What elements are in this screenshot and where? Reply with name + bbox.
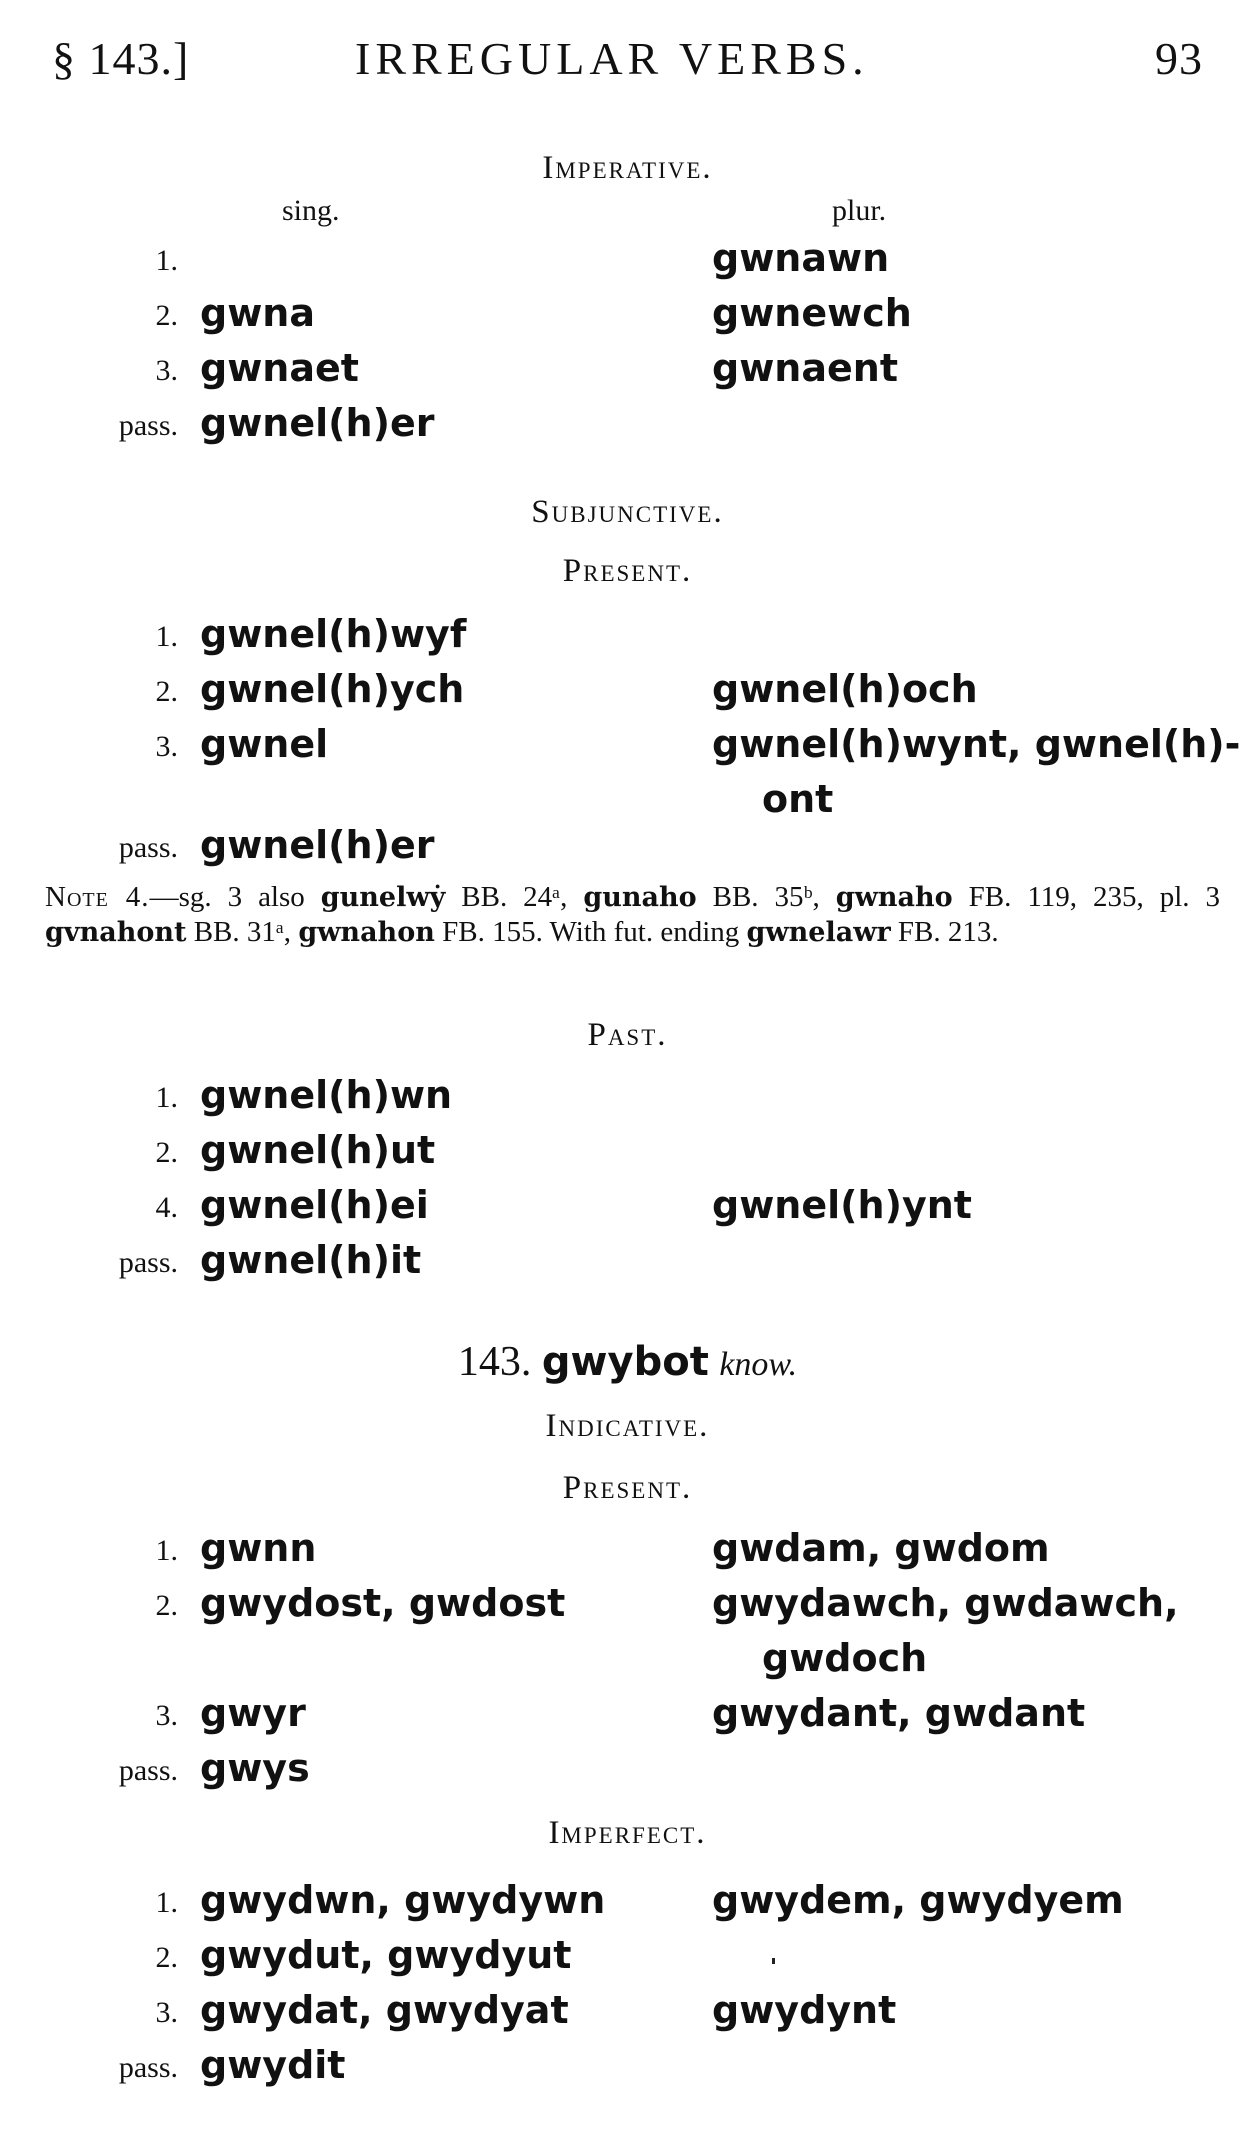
person-label: 1. (155, 1081, 178, 1114)
present-heading: Present. (562, 553, 693, 589)
past-heading: Past. (587, 1017, 668, 1053)
person-label: 1. (155, 620, 178, 653)
person-label: 2. (155, 1941, 178, 1974)
paradigm-row (0, 1746, 1255, 1796)
plural-form: gwydant, gwdant (712, 1691, 1086, 1735)
person-label: pass. (118, 409, 178, 442)
gloss: know. (719, 1346, 798, 1383)
note-4 (45, 880, 1220, 950)
sing-column-label: sing. (282, 194, 340, 227)
person-label: 3. (155, 354, 178, 387)
singular-form: gwnel(h)wyf (200, 612, 467, 656)
paradigm-row (0, 722, 1255, 772)
paradigm-row (0, 291, 1255, 341)
singular-form: gwnel(h)ut (200, 1128, 436, 1172)
plural-form: gwydem, gwydyem (712, 1878, 1124, 1922)
note-text: BB. 24ᵃ, (445, 881, 584, 913)
paradigm-row (0, 401, 1255, 451)
note-text: FB. 119, 235, pl. 3 (952, 881, 1221, 913)
note-text: BB. 35ᵇ, (696, 881, 836, 913)
plural-form: gwdam, gwdom (712, 1526, 1050, 1570)
paradigm-row (0, 346, 1255, 396)
plural-form: gwnewch (712, 291, 912, 335)
page-number: 93 (1155, 33, 1203, 84)
singular-form: gwnaet (200, 346, 359, 390)
paradigm-row (0, 667, 1255, 717)
paradigm-row (0, 1073, 1255, 1123)
note-form: gwnelawr (746, 917, 891, 948)
singular-form: gwnn (200, 1526, 317, 1570)
plural-form: gwnaent (712, 346, 898, 390)
singular-form: gwnel(h)ych (200, 667, 465, 711)
indicative-heading: Indicative. (545, 1408, 710, 1444)
paradigm-row (0, 777, 1255, 827)
plural-form: gwnel(h)wynt, gwnel(h)- (712, 722, 1241, 766)
headword: gwybot (541, 1339, 709, 1385)
plural-form: gwydawch, gwdawch, (712, 1581, 1179, 1625)
note-form: gunaho (583, 882, 697, 913)
singular-form: gwydat, gwydyat (200, 1988, 569, 2032)
singular-form: gwydwn, gwydywn (200, 1878, 606, 1922)
paradigm-row (0, 612, 1255, 662)
person-label: 2. (155, 1136, 178, 1169)
paradigm-row (0, 1238, 1255, 1288)
plur-column-label: plur. (832, 194, 887, 227)
person-label: 2. (155, 299, 178, 332)
person-label: 1. (155, 1886, 178, 1919)
paradigm-row (0, 823, 1255, 873)
imperfect-heading: Imperfect. (548, 1815, 707, 1851)
note-text: BB. 31ᵃ, (186, 916, 299, 948)
plural-form: gwydynt (712, 1988, 897, 2032)
note-form: gwnaho (835, 882, 953, 913)
singular-form: gwydut, gwydyut (200, 1933, 572, 1977)
section-143-title (0, 1338, 1255, 1386)
present-heading: Present. (562, 1470, 693, 1506)
paradigm-row (0, 1636, 1255, 1686)
note-text: —sg. 3 also (149, 881, 321, 913)
person-label: 2. (155, 675, 178, 708)
plural-form: gwnawn (712, 236, 890, 280)
paradigm-row (0, 1128, 1255, 1178)
person-label: 3. (155, 1996, 178, 2029)
singular-form: gwydit (200, 2043, 346, 2087)
running-title: IRREGULAR VERBS. (355, 33, 869, 84)
section-number: 143. (457, 1339, 532, 1385)
singular-form: gwyr (200, 1691, 306, 1735)
note-form: gwnahon (298, 917, 435, 948)
print-speck (772, 1958, 775, 1964)
imperative-heading: Imperative. (542, 150, 713, 186)
note-form: gvnahont (45, 917, 187, 948)
paradigm-row (0, 1988, 1255, 2038)
person-label: pass. (118, 1246, 178, 1279)
singular-form: gwnel(h)it (200, 1238, 422, 1282)
note-text: FB. 213. (890, 916, 999, 948)
subjunctive-heading: Subjunctive. (531, 494, 724, 530)
paradigm-row (0, 236, 1255, 286)
singular-form: gwnel(h)wn (200, 1073, 453, 1117)
person-label: 2. (155, 1589, 178, 1622)
singular-form: gwnel (200, 722, 329, 766)
person-label: 1. (155, 1534, 178, 1567)
paradigm-row (0, 1878, 1255, 1928)
plural-form: gwnel(h)och (712, 667, 978, 711)
plural-form-continuation: ont (762, 777, 834, 821)
plural-form-continuation: gwdoch (762, 1636, 928, 1680)
paradigm-row (0, 1581, 1255, 1631)
paradigm-row (0, 1526, 1255, 1576)
note-form: gunelwẏ (320, 882, 446, 913)
note-label: Note 4. (45, 881, 150, 913)
person-label: pass. (118, 1754, 178, 1787)
note-text: FB. 155. With fut. ending (434, 916, 747, 948)
paradigm-row (0, 1183, 1255, 1233)
paradigm-row (0, 1691, 1255, 1741)
plural-form: gwnel(h)ynt (712, 1183, 972, 1227)
person-label: 3. (155, 730, 178, 763)
person-label: pass. (118, 2051, 178, 2084)
singular-form: gwnel(h)er (200, 401, 435, 445)
paradigm-row (0, 1933, 1255, 1983)
person-label: 3. (155, 1699, 178, 1732)
singular-form: gwys (200, 1746, 310, 1790)
singular-form: gwydost, gwdost (200, 1581, 566, 1625)
singular-form: gwna (200, 291, 316, 335)
singular-form: gwnel(h)er (200, 823, 435, 867)
singular-form: gwnel(h)ei (200, 1183, 429, 1227)
person-label: 1. (155, 244, 178, 277)
paradigm-row (0, 2043, 1255, 2093)
person-label: pass. (118, 831, 178, 864)
section-reference: § 143.] (52, 33, 190, 84)
person-label: 4. (155, 1191, 178, 1224)
